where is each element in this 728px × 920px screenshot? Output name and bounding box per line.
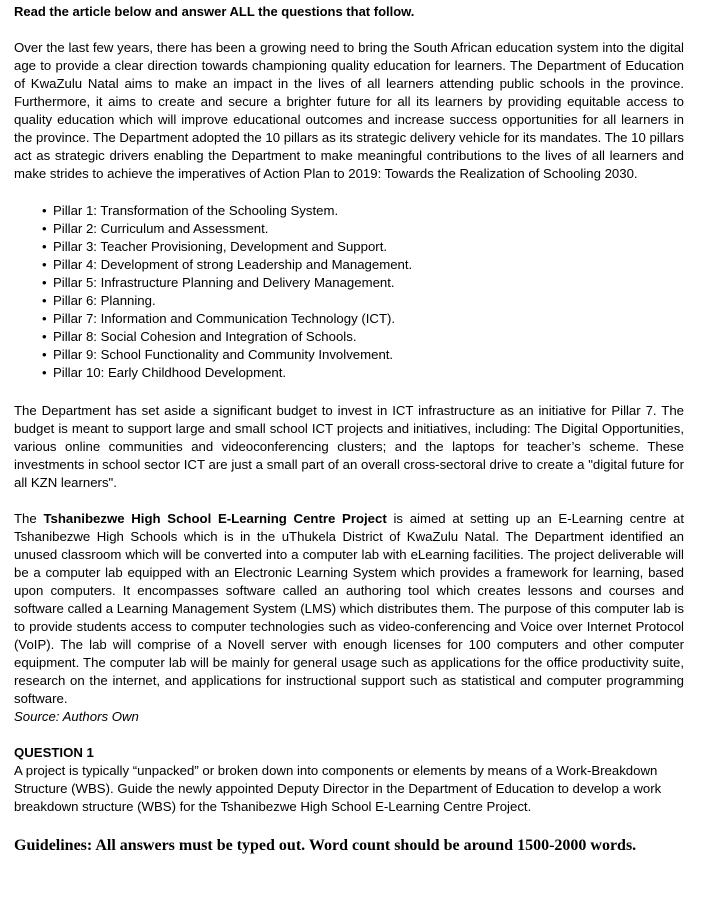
pillar-item: • Pillar 6: Planning.	[44, 292, 684, 310]
intro-paragraph: Over the last few years, there has been a growing need to bring the South African education system into the digital age to provide a clear direction towards championing quality education for learners. The Department of Education of KwaZulu Natal aims to make an impact in the lives of all learners attending public schools in the province. Furthermore, it aims to create and secure a brighter future for all its learners by providing equitable access to quality education which will improve educational outcomes and increase success opportunities for all learners in the province. The Department adopted the 10 pillars as its strategic delivery vehicle for its mandates. The 10 pillars act as strategic drivers enabling the Department to make meaningful contributions to the lives of all learners and make strides to achieve the imperatives of Action Plan to 2019: Towards the Realization of Schooling 2030.	[14, 40, 684, 181]
project-name: Tshanibezwe High School E-Learning Centre Project	[43, 511, 387, 526]
question-heading: QUESTION 1	[14, 745, 94, 760]
pillar-item: • Pillar 9: School Functionality and Community Involvement.	[44, 346, 684, 364]
project-description: is aimed at setting up an E-Learning centre at Tshanibezwe High Schools which is in the uThukela District of KwaZulu Natal. The Department identified an unused classroom which will be converted into a computer lab with eLearning facilities. The project deliverable will be a computer lab equipped with an Electronic Learning System which provides a framework for learning, based upon computers. It encompasses software called an authoring tool which creates lessons and courses and software called a Learning Management System (LMS) which distributes them. The purpose of this computer lab is to provide students access to computer technologies such as video-conferencing and Voice over Internet Protocol (VoIP). The lab will comprise of a Novell server with enough licenses for 100 computers and other computer equipment. The computer lab will be mainly for general usage such as applications for the office productivity suite, research on the internet, and applications for instructional support such as statistical and computer programming software.	[14, 511, 684, 706]
project-paragraph	[14, 510, 684, 708]
instruction-heading: Read the article below and answer ALL the questions that follow.	[14, 4, 415, 19]
pillar-item: • Pillar 4: Development of strong Leadership and Management.	[44, 256, 684, 274]
pillar-item: • Pillar 3: Teacher Provisioning, Development and Support.	[44, 238, 684, 256]
pillar-item: • Pillar 8: Social Cohesion and Integration of Schools.	[44, 328, 684, 346]
pillar-list	[44, 202, 684, 382]
pillar-item: • Pillar 2: Curriculum and Assessment.	[44, 220, 684, 238]
pillar-item: • Pillar 10: Early Childhood Development.	[44, 364, 684, 382]
ict-paragraph: The Department has set aside a significant budget to invest in ICT infrastructure as an initiative for Pillar 7. The budget is meant to support large and small school ICT projects and initiatives, including: The Digital Opportunities, various online communities and videoconferencing clusters; and the laptops for teacher’s scheme. These investments in school sector ICT are just a small part of an overall cross-sectoral drive to create a "digital future for all KZN learners".	[14, 403, 684, 490]
guidelines-text: Guidelines: All answers must be typed out. Word count should be around 1500-2000 words.	[14, 837, 637, 854]
source-citation: Source: Authors Own	[14, 709, 139, 724]
pillar-item: • Pillar 7: Information and Communication Technology (ICT).	[44, 310, 684, 328]
pillar-item: • Pillar 5: Infrastructure Planning and Delivery Management.	[44, 274, 684, 292]
pillar-item: • Pillar 1: Transformation of the Schooling System.	[44, 202, 684, 220]
project-intro-text: The	[14, 511, 44, 526]
question-text: A project is typically “unpacked” or broken down into components or elements by means of a Work-Breakdown Structure (WBS). Guide the newly appointed Deputy Director in the Department of Education to develop a work breakdown structure (WBS) for the Tshanibezwe High School E-Learning Centre Project.	[14, 763, 662, 814]
document-page	[14, 0, 684, 859]
